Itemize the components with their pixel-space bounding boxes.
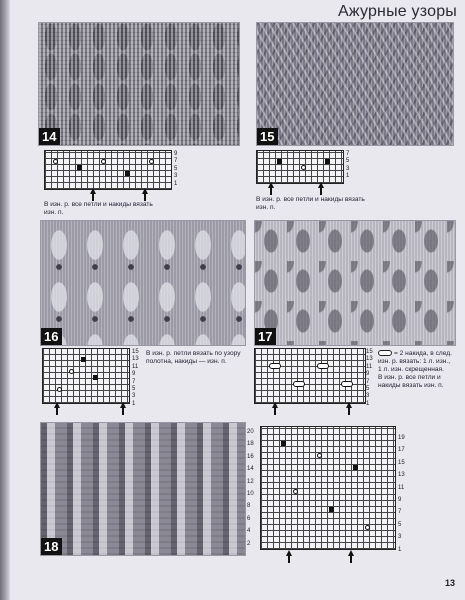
legend-line-1: = 2 накида, в след. <box>394 350 452 357</box>
chart-16 <box>42 348 130 404</box>
chart-17 <box>254 348 366 404</box>
row-numbers-15: 7 5 3 1 <box>346 151 350 180</box>
legend-line-5: накиды вязать изн. п. <box>378 382 444 389</box>
row-numbers-18-left: 20 18 16 14 12 10 8 6 4 2 <box>247 429 254 547</box>
double-yarn-over-symbol <box>378 350 392 356</box>
pattern-note-14: В изн. р. все петли и накиды вязать изн. п. <box>44 201 153 216</box>
chart-18 <box>260 426 396 550</box>
pattern-number-16: 16 <box>41 328 62 345</box>
swatch-photo-17 <box>254 220 456 346</box>
legend-line-4: В изн. р. все петли и <box>378 374 441 381</box>
pattern-note-16: В изн. р. петли вязать по узору полотна, накиды — изн. п. <box>146 350 241 365</box>
pattern-number-14: 14 <box>39 128 60 145</box>
arrow-14-left <box>90 188 96 194</box>
page-title: Ажурные узоры <box>337 3 457 20</box>
arrow-18-right <box>348 550 354 556</box>
pattern-number-15: 15 <box>257 128 278 145</box>
row-numbers-17: 15 13 11 9 7 5 3 1 <box>366 349 373 407</box>
legend-line-3: 1 л. изн. скрещенная. <box>378 366 444 373</box>
row-numbers-16: 15 13 11 9 7 5 3 1 <box>132 349 139 407</box>
pattern-note-17 <box>378 350 462 390</box>
page-binding-edge <box>0 0 10 600</box>
swatch-photo-18 <box>40 422 246 556</box>
arrow-16-right <box>120 402 126 408</box>
swatch-photo-15 <box>256 22 454 146</box>
page-number: 13 <box>444 578 455 588</box>
pattern-number-17: 17 <box>255 328 276 345</box>
arrow-16-left <box>54 402 60 408</box>
row-numbers-18-right: 19 17 15 13 11 9 7 5 3 1 <box>398 435 405 553</box>
arrow-18-left <box>286 550 292 556</box>
arrow-17-left <box>272 402 278 408</box>
arrow-14-right <box>142 188 148 194</box>
arrow-17-right <box>346 402 352 408</box>
pattern-note-15: В изн. р. все петли и накиды вязать изн. п. <box>256 196 365 211</box>
row-numbers-14: 9 7 5 3 1 <box>174 151 178 187</box>
pattern-number-18: 18 <box>41 538 62 555</box>
chart-15 <box>256 150 344 184</box>
arrow-15-right <box>318 182 324 188</box>
legend-line-2: изн. р. вязать: 1 л. изн., <box>378 358 451 365</box>
swatch-photo-16 <box>40 220 246 346</box>
chart-14 <box>44 150 172 190</box>
arrow-15-left <box>268 182 274 188</box>
swatch-photo-14 <box>38 22 240 146</box>
